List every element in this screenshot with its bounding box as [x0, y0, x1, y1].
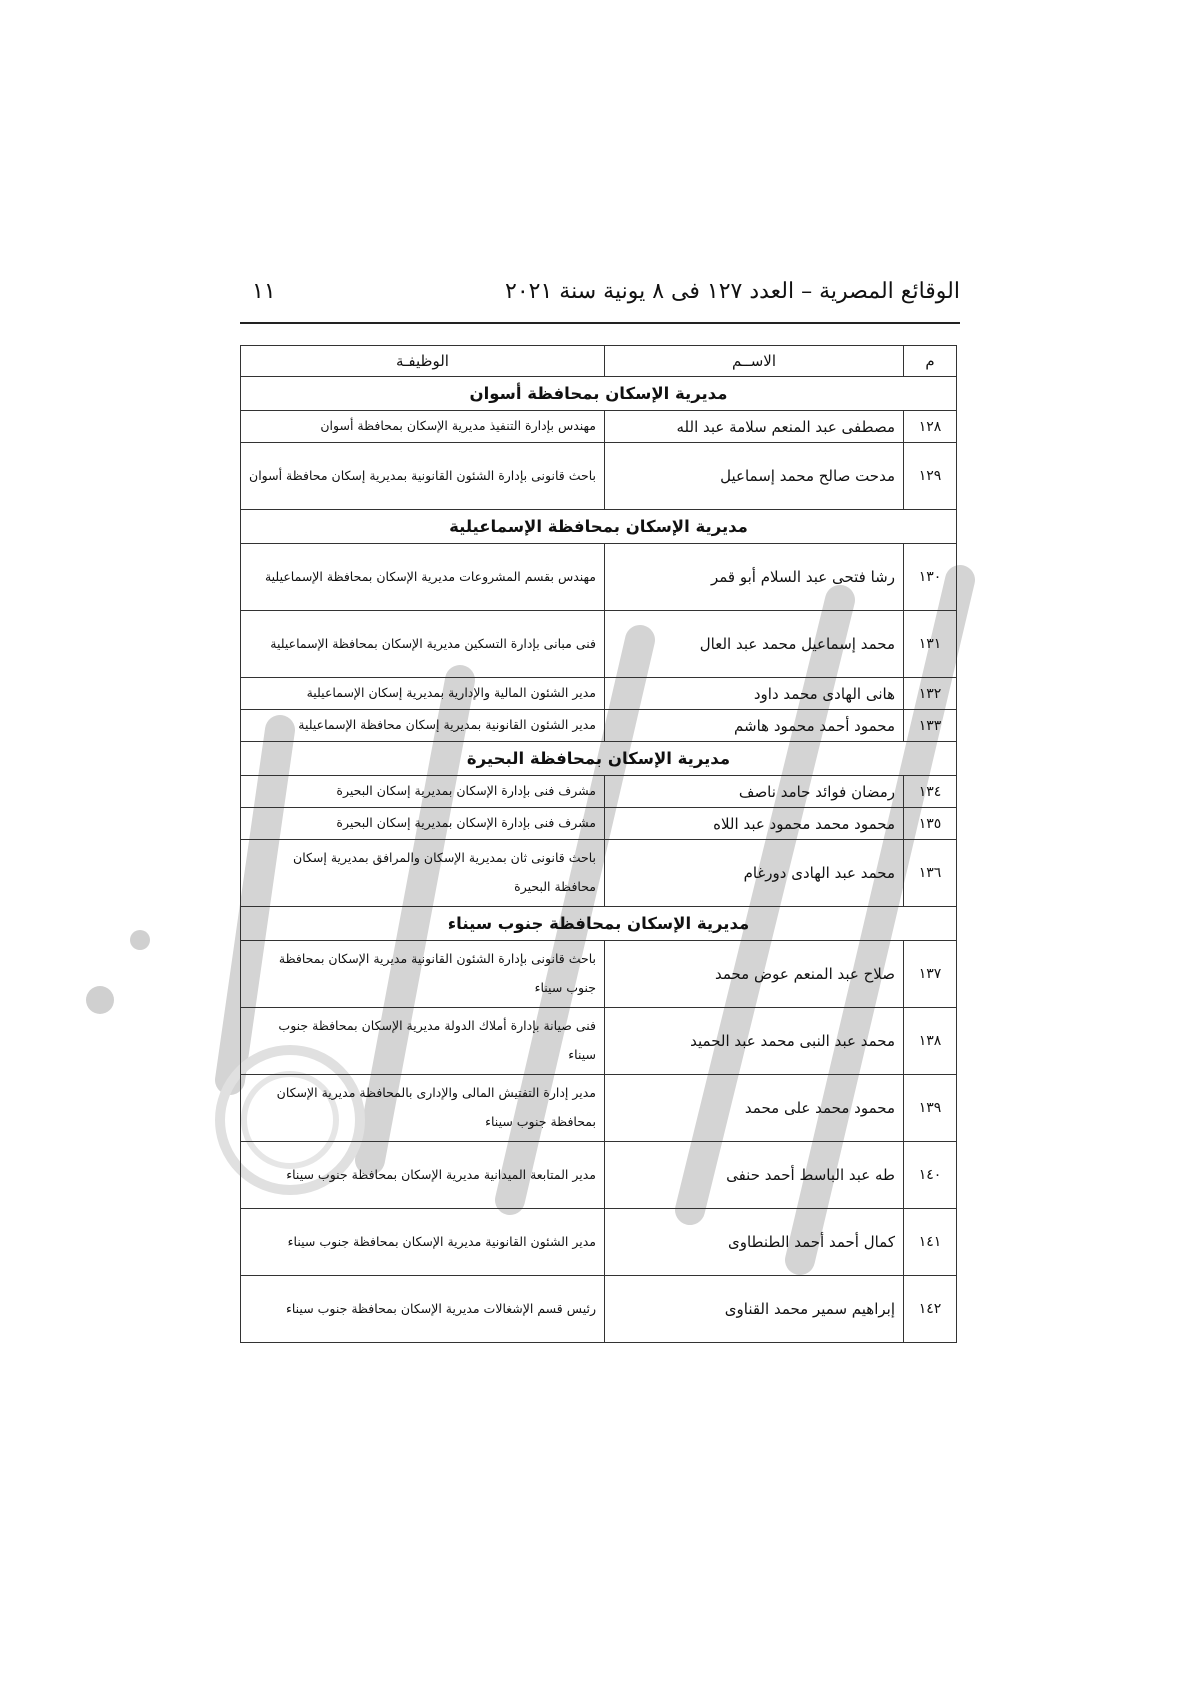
table-row	[241, 840, 957, 907]
table-row	[241, 1276, 957, 1343]
row-number: ١٣٤	[904, 776, 957, 808]
employee-name: مدحت صالح محمد إسماعيل	[605, 443, 904, 510]
job-title: مدير الشئون القانونية مديرية الإسكان بمحافظة جنوب سيناء	[241, 1209, 605, 1276]
job-title: مهندس بقسم المشروعات مديرية الإسكان بمحافظة الإسماعيلية	[241, 544, 605, 611]
job-title: باحث قانونى بإدارة الشئون القانونية مديرية الإسكان بمحافظة جنوب سيناء	[241, 941, 605, 1008]
table-row	[241, 1075, 957, 1142]
row-number: ١٣١	[904, 611, 957, 678]
table-row	[241, 611, 957, 678]
column-header-name: الاســم	[605, 346, 904, 377]
table-row	[241, 411, 957, 443]
table-row	[241, 808, 957, 840]
table-row	[241, 941, 957, 1008]
table-row	[241, 544, 957, 611]
job-title: باحث قانونى بإدارة الشئون القانونية بمديرية إسكان محافظة أسوان	[241, 443, 605, 510]
row-number: ١٤١	[904, 1209, 957, 1276]
employee-name: إبراهيم سمير محمد القناوى	[605, 1276, 904, 1343]
table-row	[241, 678, 957, 710]
employee-name: رشا فتحى عبد السلام أبو قمر	[605, 544, 904, 611]
section-row	[241, 510, 957, 544]
column-header-number: م	[904, 346, 957, 377]
job-title: مشرف فنى بإدارة الإسكان بمديرية إسكان البحيرة	[241, 808, 605, 840]
row-number: ١٣٢	[904, 678, 957, 710]
row-number: ١٤٢	[904, 1276, 957, 1343]
row-number: ١٣٨	[904, 1008, 957, 1075]
employee-name: طه عبد الباسط أحمد حنفى	[605, 1142, 904, 1209]
job-title: فنى مبانى بإدارة التسكين مديرية الإسكان بمحافظة الإسماعيلية	[241, 611, 605, 678]
row-number: ١٣٦	[904, 840, 957, 907]
page-header	[240, 272, 960, 316]
employee-name: محمود أحمد محمود هاشم	[605, 710, 904, 742]
column-header-job: الوظيفـة	[241, 346, 605, 377]
row-number: ١٣٩	[904, 1075, 957, 1142]
row-number: ١٢٩	[904, 443, 957, 510]
job-title: مدير الشئون المالية والإدارية بمديرية إسكان الإسماعيلية	[241, 678, 605, 710]
job-title: فنى صيانة بإدارة أملاك الدولة مديرية الإسكان بمحافظة جنوب سيناء	[241, 1008, 605, 1075]
section-title: مديرية الإسكان بمحافظة جنوب سيناء	[241, 907, 957, 941]
job-title: مشرف فنى بإدارة الإسكان بمديرية إسكان البحيرة	[241, 776, 605, 808]
section-title: مديرية الإسكان بمحافظة البحيرة	[241, 742, 957, 776]
section-title: مديرية الإسكان بمحافظة الإسماعيلية	[241, 510, 957, 544]
section-row	[241, 907, 957, 941]
header-rule	[240, 322, 960, 324]
employee-name: محمد عبد النبى محمد عبد الحميد	[605, 1008, 904, 1075]
row-number: ١٤٠	[904, 1142, 957, 1209]
employee-name: محمود محمد على محمد	[605, 1075, 904, 1142]
job-title: مدير إدارة التفتيش المالى والإدارى بالمحافظة مديرية الإسكان بمحافظة جنوب سيناء	[241, 1075, 605, 1142]
table-row	[241, 710, 957, 742]
job-title: مدير الشئون القانونية بمديرية إسكان محافظة الإسماعيلية	[241, 710, 605, 742]
employee-name: مصطفى عبد المنعم سلامة عبد الله	[605, 411, 904, 443]
page-number: ١١	[252, 279, 276, 304]
employee-name: هانى الهادى محمد داود	[605, 678, 904, 710]
job-title: مهندس بإدارة التنفيذ مديرية الإسكان بمحافظة أسوان	[241, 411, 605, 443]
gazette-title: الوقائع المصرية – العدد ١٢٧ فى ٨ يونية سنة ٢٠٢١	[505, 279, 960, 304]
job-title: رئيس قسم الإشغالات مديرية الإسكان بمحافظة جنوب سيناء	[241, 1276, 605, 1343]
table-header-row	[241, 346, 957, 377]
section-row	[241, 742, 957, 776]
table-row	[241, 443, 957, 510]
employee-name: صلاح عبد المنعم عوض محمد	[605, 941, 904, 1008]
job-title: باحث قانونى ثان بمديرية الإسكان والمرافق بمديرية إسكان محافظة البحيرة	[241, 840, 605, 907]
table-row	[241, 1142, 957, 1209]
employee-name: محمد عبد الهادى دورغام	[605, 840, 904, 907]
employee-name: محمود محمد محمود عبد اللاه	[605, 808, 904, 840]
section-title: مديرية الإسكان بمحافظة أسوان	[241, 377, 957, 411]
employee-name: محمد إسماعيل محمد عبد العال	[605, 611, 904, 678]
table-row	[241, 776, 957, 808]
row-number: ١٣٧	[904, 941, 957, 1008]
employee-name: كمال أحمد أحمد الطنطاوى	[605, 1209, 904, 1276]
section-row	[241, 377, 957, 411]
row-number: ١٢٨	[904, 411, 957, 443]
row-number: ١٣٠	[904, 544, 957, 611]
employee-name: رمضان فوائد حامد ناصف	[605, 776, 904, 808]
job-title: مدير المتابعة الميدانية مديرية الإسكان بمحافظة جنوب سيناء	[241, 1142, 605, 1209]
personnel-table	[240, 345, 957, 1343]
row-number: ١٣٥	[904, 808, 957, 840]
row-number: ١٣٣	[904, 710, 957, 742]
table-row	[241, 1209, 957, 1276]
table-row	[241, 1008, 957, 1075]
